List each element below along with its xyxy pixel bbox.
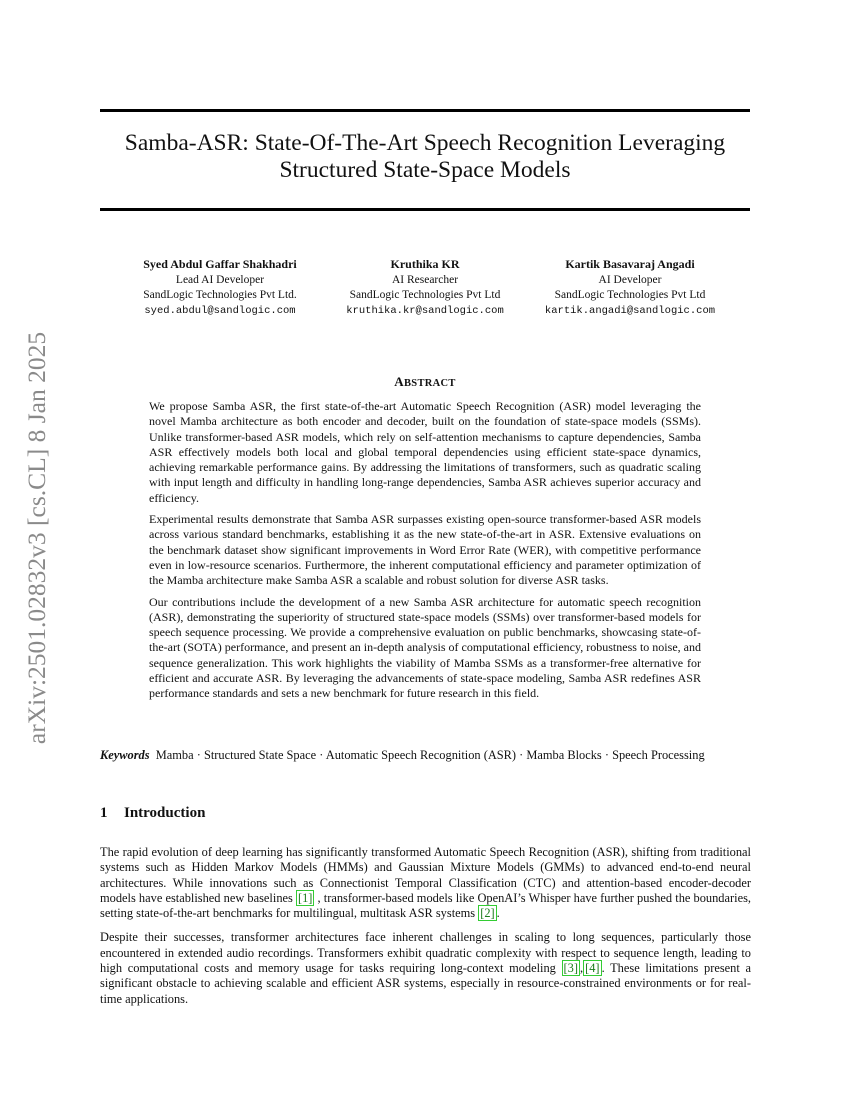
author-email[interactable]: kruthika.kr@sandlogic.com	[346, 304, 504, 317]
abstract-paragraph: Our contributions include the development of a new Samba ASR architecture for automatic speech recognition (ASR), demonstrating the superiority of structured state-space models (SSMs) over transformer-based models for speech sequence processing. We provide a comprehensive evaluation on public benchmarks, showcasing state-of-the-art (SOTA) performance, and present an in-depth analysis of computational efficiency, robustness to noise, and sequence generalization. This work highlights the viability of Mamba SSMs as a transformer-free alternative for efficient and accurate ASR. By leveraging the advancements of state-space modeling, Samba ASR redefines ASR performance standards and sets a new benchmark for future research in this field.	[149, 594, 701, 701]
author-role: Lead AI Developer	[175, 273, 265, 286]
section-number: 1	[100, 805, 108, 821]
author-affiliation: SandLogic Technologies Pvt Ltd	[554, 289, 706, 301]
text-run: Despite their successes, transformer architectures face inherent challenges in scaling to long sequences, particularly those encountered in extended audio recordings. Transformers exhibit quadratic complexity with respect to sequence length, leading to high computational costs and memory usage for tasks requiring long-context modeling	[100, 930, 751, 976]
introduction-paragraph	[100, 845, 751, 921]
text-run: . These limitations present a significant obstacle to achieving scalable and efficient ASR systems, especially in resource-constrained environments or for real-time applications.	[100, 961, 751, 1006]
introduction-body	[100, 845, 751, 1016]
abstract-body	[149, 399, 701, 708]
abstract-heading-rest: BSTRACT	[404, 378, 456, 389]
author-affiliation: SandLogic Technologies Pvt Ltd	[349, 289, 501, 301]
author-role: AI Researcher	[391, 273, 459, 286]
keywords-label: Keywords	[100, 748, 150, 762]
abstract-paragraph: Experimental results demonstrate that Samba ASR surpasses existing open-source transformer-based ASR models across various standard benchmarks, establishing it as the new state-of-the-art in ASR. Extensive evaluations on the benchmark dataset show significant improvements in Word Error Rate (WER), with competitive performance even in low-resource scenarios. Furthermore, the inherent computational efficiency and parameter optimization of the Mamba architecture make Samba ASR a scalable and robust solution for diverse ASR tasks.	[149, 512, 701, 588]
title-top-rule	[100, 109, 750, 112]
author-card	[112, 257, 328, 319]
citation-link[interactable]: [1]	[297, 890, 313, 905]
author-block	[0, 257, 850, 327]
text-run: , transformer-based models like OpenAI’s Whisper have further pushed the boundaries, setting state-of-the-art benchmarks for multilingual, multitask ASR systems	[100, 890, 751, 921]
section-title: Introduction	[124, 805, 206, 821]
author-name: Kruthika KR	[390, 257, 460, 271]
text-run: ,	[580, 961, 584, 976]
abstract-heading	[0, 374, 850, 390]
keywords-list: Mamba · Structured State Space · Automatic Speech Recognition (ASR) · Mamba Blocks · Speech Processing	[155, 748, 705, 762]
author-card	[525, 257, 735, 319]
abstract-paragraph: We propose Samba ASR, the first state-of-the-art Automatic Speech Recognition (ASR) model leveraging the novel Mamba architecture as both encoder and decoder, built on the foundation of state-space models (SSMs). Unlike transformer-based ASR models, which rely on self-attention mechanisms to capture dependencies, Samba ASR effectively models both local and global temporal dependencies using efficient state-space dynamics, achieving remarkable performance gains. By addressing the limitations of transformers, such as quadratic scaling with input length and difficulty in handling long-range dependencies, Samba ASR achieves superior accuracy and efficiency.	[149, 399, 701, 505]
author-name: Syed Abdul Gaffar Shakhadri	[143, 257, 297, 271]
paper-title	[100, 130, 750, 184]
title-bottom-rule	[100, 208, 750, 211]
section-heading-introduction	[100, 805, 205, 822]
paper-title-line-2: Structured State-Space Models	[279, 157, 571, 183]
citation-link[interactable]: [3]	[563, 961, 578, 976]
paper-title-line-1: Samba-ASR: State-Of-The-Art Speech Recognition Leveraging	[124, 130, 726, 156]
author-role: AI Developer	[598, 273, 662, 286]
keywords-line	[100, 748, 750, 764]
citation-link[interactable]: [4]	[585, 961, 600, 976]
author-card	[330, 257, 520, 319]
introduction-paragraph	[100, 930, 751, 1006]
abstract-heading-initial: A	[394, 374, 404, 389]
author-email[interactable]: syed.abdul@sandlogic.com	[144, 304, 296, 317]
author-name: Kartik Basavaraj Angadi	[565, 257, 695, 271]
text-run: .	[496, 906, 500, 921]
text-run: The rapid evolution of deep learning has significantly transformed Automatic Speech Recognition (ASR), shifting from traditional systems such as Hidden Markov Models (HMMs) and Gaussian Mixture Models (GMMs) to advanced end-to-end neural architectures. While innovations such as Connectionist Temporal Classification (CTC) and attention-based encoder-decoder models have established new baselines	[100, 845, 751, 905]
author-affiliation: SandLogic Technologies Pvt Ltd.	[143, 289, 297, 301]
arxiv-identifier-text: arXiv:2501.02832v3 [cs.CL] 8 Jan 2025	[22, 331, 51, 745]
author-email[interactable]: kartik.angadi@sandlogic.com	[544, 304, 716, 317]
citation-link[interactable]: [2]	[480, 906, 495, 921]
